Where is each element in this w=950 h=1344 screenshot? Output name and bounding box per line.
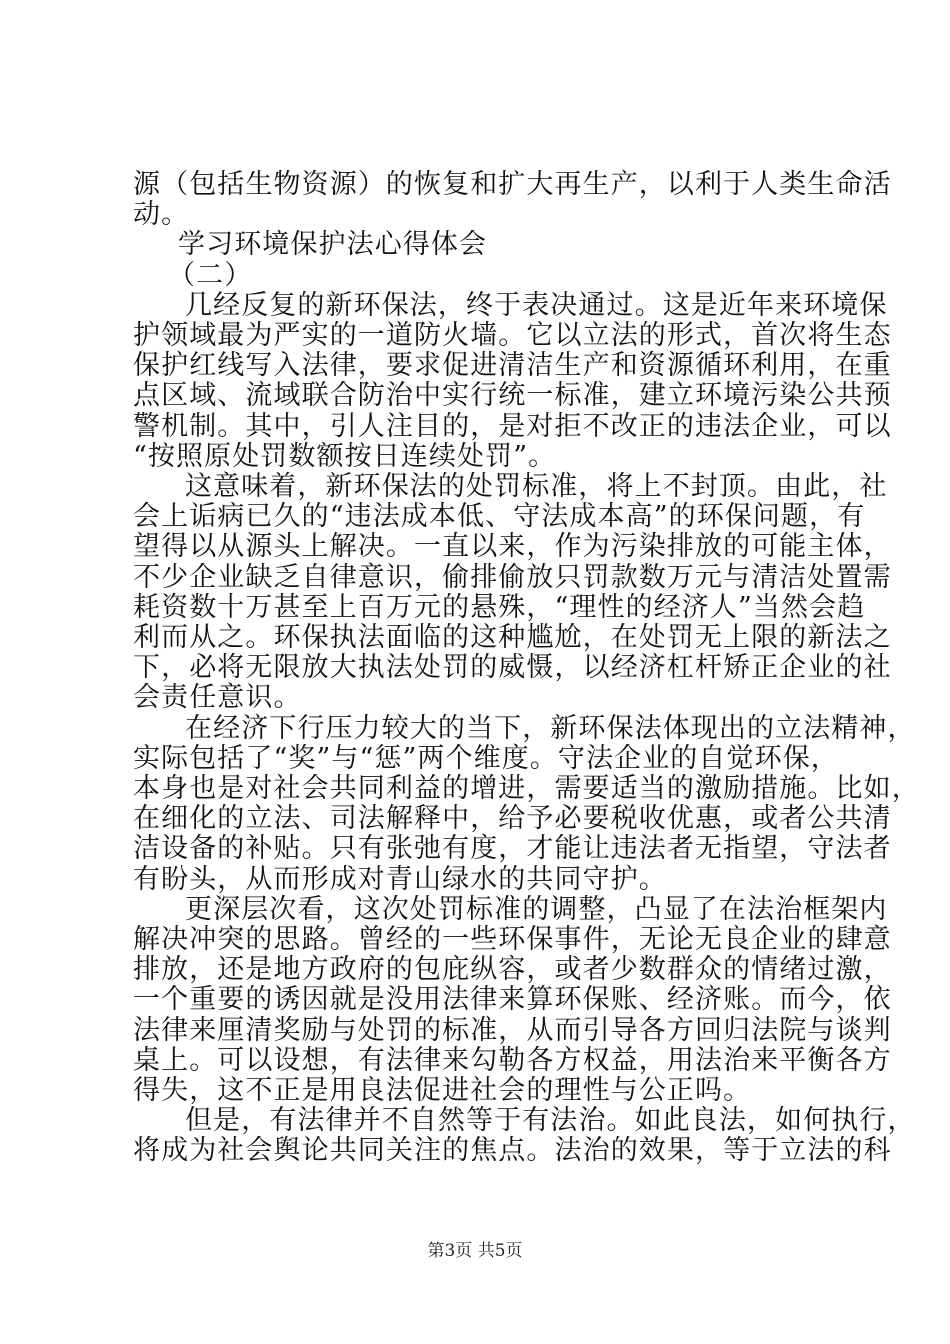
paragraph-line: 洁设备的补贴。只有张弛有度，才能让违法者无指望，守法者	[133, 833, 892, 864]
section-title: 学习环境保护法心得体会	[178, 229, 488, 260]
paragraph-line: 得失，这不正是用良法促进社会的理性与公正吗。	[133, 1075, 752, 1106]
paragraph-line: 点区域、流域联合防治中实行统一标准，建立环境污染公共预	[133, 380, 892, 411]
paragraph-line: 保护红线写入法律，要求促进清洁生产和资源循环利用，在重	[133, 350, 892, 381]
paragraph-line: 下，必将无限放大执法处罚的威慑，以经济杠杆矫正企业的社	[133, 652, 892, 683]
paragraph-line: 实际包括了“奖”与“惩”两个维度。守法企业的自觉环保，	[133, 743, 839, 774]
paragraph-line: 这意味着，新环保法的处罚标准，将上不封顶。由此，社	[185, 471, 888, 502]
paragraph-line: 会上诟病已久的“违法成本低、守法成本高”的环保问题，有	[133, 501, 866, 532]
paragraph-line: 桌上。可以设想，有法律来勾勒各方权益，用法治来平衡各方	[133, 1045, 892, 1076]
paragraph-line: 利而从之。环保执法面临的这种尴尬，在处罚无上限的新法之	[133, 622, 892, 653]
page-number-footer: 第3页 共5页	[427, 1241, 523, 1261]
paragraph-line: 将成为社会舆论共同关注的焦点。法治的效果，等于立法的科	[133, 1135, 892, 1166]
paragraph-line: 解决冲突的思路。曾经的一些环保事件，无论无良企业的肆意	[133, 924, 892, 955]
paragraph-line: 不少企业缺乏自律意识，偷排偷放只罚款数万元与清洁处置需	[133, 562, 892, 593]
paragraph-line: 本身也是对社会共同利益的增进，需要适当的激励措施。比如，	[133, 773, 920, 804]
paragraph-line: 更深层次看，这次处罚标准的调整，凸显了在法治框架内	[185, 894, 888, 925]
paragraph-line: 有盼头，从而形成对青山绿水的共同守护。	[133, 864, 667, 895]
paragraph-line: 警机制。其中，引人注目的，是对拒不改正的违法企业，可以	[133, 411, 892, 442]
paragraph-line: 会责任意识。	[133, 682, 302, 713]
paragraph-line: 在经济下行压力较大的当下，新环保法体现出的立法精神，	[185, 713, 916, 744]
paragraph-line: “按照原处罚数额按日连续处罚”。	[133, 441, 557, 472]
paragraph-line: 护领域最为严实的一道防火墙。它以立法的形式，首次将生态	[133, 320, 892, 351]
text-line: 动。	[133, 199, 190, 230]
paragraph-line: 一个重要的诱因就是没用法律来算环保账、经济账。而今，依	[133, 984, 892, 1015]
paragraph-line: 排放，还是地方政府的包庇纵容，或者少数群众的情绪过激，	[133, 954, 892, 985]
paragraph-line: 法律来厘清奖励与处罚的标准，从而引导各方回归法院与谈判	[133, 1015, 892, 1046]
paragraph-line: 在细化的立法、司法解释中，给予必要税收优惠，或者公共清	[133, 803, 892, 834]
paragraph-line: 望得以从源头上解决。一直以来，作为污染排放的可能主体，	[133, 531, 892, 562]
paragraph-line: 但是，有法律并不自然等于有法治。如此良法，如何执行，	[185, 1105, 916, 1136]
section-number: （二）	[168, 260, 253, 291]
text-line: 源（包括生物资源）的恢复和扩大再生产，以利于人类生命活	[133, 169, 892, 200]
paragraph-line: 几经反复的新环保法，终于表决通过。这是近年来环境保	[185, 290, 888, 321]
paragraph-line: 耗资数十万甚至上百万元的悬殊，“理性的经济人”当然会趋	[133, 592, 866, 623]
